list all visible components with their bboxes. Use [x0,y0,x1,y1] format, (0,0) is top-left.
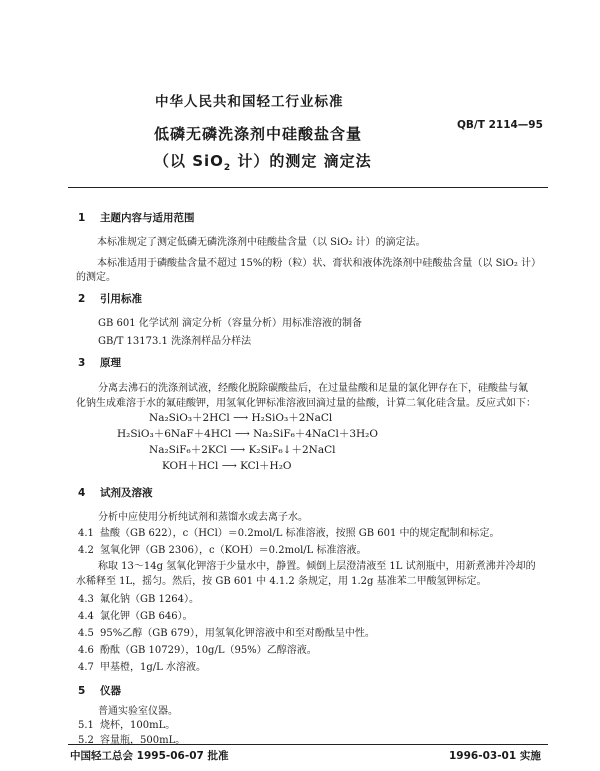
reaction-equation-1: Na₂SiO₃＋2HCl ⟶ H₂SiO₃＋2NaCl [149,412,333,424]
title-line2-subscript: 2 [223,163,232,173]
clause-4-4 [78,607,193,622]
clause-text: 容量瓶，500mL。 [100,735,186,746]
clause-text: 95%乙醇（GB 679），用氢氧化钾溶液中和至对酚酞呈中性。 [100,628,375,639]
section-5-number: 5 [78,685,86,697]
reaction-equation-2: H₂SiO₃＋6NaF＋4HCl ⟶ Na₂SiF₆＋4NaCl＋3H₂O [117,428,378,440]
section-5-title: 仪器 [100,685,121,697]
clause-text: 烧杯，100mL。 [100,720,176,731]
section-5-heading [78,683,121,698]
industry-standard-title: 中华人民共和国轻工行业标准 [155,94,344,110]
clause-4-7 [78,658,206,673]
clause-4-6 [78,641,317,656]
section-1-para-2a: 本标准适用于磷酸盐含量不超过 15%的粉（粒）状、膏状和液体洗涤剂中硅酸盐含量（以 SiO₂ 计） [97,258,542,269]
clause-4-1 [78,524,500,539]
clause-number: 4.5 [78,628,94,639]
section-4-heading [78,485,153,500]
clause-text: 氢氧化钾（GB 2306），c（KOH）＝0.2mol/L 标准溶液。 [100,545,367,556]
reaction-equation-4: KOH＋HCl ⟶ KCl＋H₂O [162,460,292,472]
clause-text: 甲基橙，1g/L 水溶液。 [100,662,206,673]
clause-number: 4.6 [78,645,94,656]
section-2-number: 2 [78,293,86,305]
section-3-number: 3 [78,357,86,369]
clause-number: 4.3 [78,594,94,605]
footer-divider [68,744,548,745]
implementation-date: 1996-03-01 实施 [449,750,541,762]
approval-date: 中国轻工总会 1995-06-07 批准 [70,750,229,762]
clause-number: 4.2 [78,545,94,556]
clause-4-3 [78,590,199,605]
section-1-para-1: 本标准规定了测定低磷无磷洗涤剂中硅酸盐含量（以 SiO₂ 计）的滴定法。 [97,237,426,248]
title-line2-suffix: 计）的测定 滴定法 [231,152,372,170]
title-line2-prefix: （以 SiO [154,152,224,170]
clause-number: 4.1 [78,528,94,539]
section-2-heading [78,291,142,306]
clause-text: 氟化钠（GB 1264）。 [100,594,199,605]
section-3-heading [78,355,121,370]
section-1-title: 主题内容与适用范围 [100,212,195,224]
clause-number: 5.2 [78,735,94,746]
section-1-heading [78,210,195,225]
document-title-line2 [154,150,372,173]
section-5-intro: 普通实验室仪器。 [98,706,178,717]
clause-number: 5.1 [78,720,94,731]
clause-text: 盐酸（GB 622），c（HCl）＝0.2mol/L 标准溶液，按照 GB 601 中的规定配制和标定。 [100,528,500,539]
section-3-para-1b: 化钠生成难溶于水的氟硅酸钾，用氢氧化钾标准溶液回滴过量的盐酸，计算二氧化硅含量。反应式如下： [76,398,536,409]
clause-4-5 [78,624,375,639]
section-3-para-1a: 分离去沸石的洗涤剂试液，经酸化脱除碳酸盐后，在过量盐酸和足量的氯化钾存在下，硅酸盐与氟 [98,383,528,394]
standard-number: QB/T 2114—95 [457,119,543,131]
section-1-para-2b: 的测定。 [76,272,116,283]
reference-gb601: GB 601 化学试剂 滴定分析（容量分析）用标准溶液的制备 [98,318,362,329]
section-3-title: 原理 [100,357,121,369]
section-4-number: 4 [78,487,86,499]
section-1-number: 1 [78,212,86,224]
header-divider [68,187,548,188]
section-4-title: 试剂及溶液 [100,487,153,499]
clause-4-2 [78,541,366,556]
document-title-line1: 低磷无磷洗涤剂中硅酸盐含量 [154,125,363,143]
clause-number: 4.4 [78,611,94,622]
clause-text: 氯化钾（GB 646）。 [100,611,193,622]
section-4-intro: 分析中应使用分析纯试剂和蒸馏水或去离子水。 [98,512,308,523]
clause-5-1 [78,716,175,731]
clause-4-2-para-2: 水稀释至 1L，摇匀。然后，按 GB 601 中 4.1.2 条规定，用 1.2g 基准苯二甲酸氢钾标定。 [76,576,487,587]
clause-number: 4.7 [78,662,94,673]
reaction-equation-3: Na₂SiF₆＋2KCl ⟶ K₂SiF₆↓＋2NaCl [149,444,336,456]
reference-gb13173: GB/T 13173.1 洗涤剂样品分样法 [98,336,252,347]
clause-4-2-para-1: 称取 13～14g 氢氧化钾溶于少量水中，静置。倾倒上层澄清液至 1L 试剂瓶中，用新煮沸并冷却的 [98,561,536,572]
clause-text: 酚酞（GB 10729），10g/L（95%）乙醇溶液。 [100,645,317,656]
section-2-title: 引用标准 [100,293,142,305]
